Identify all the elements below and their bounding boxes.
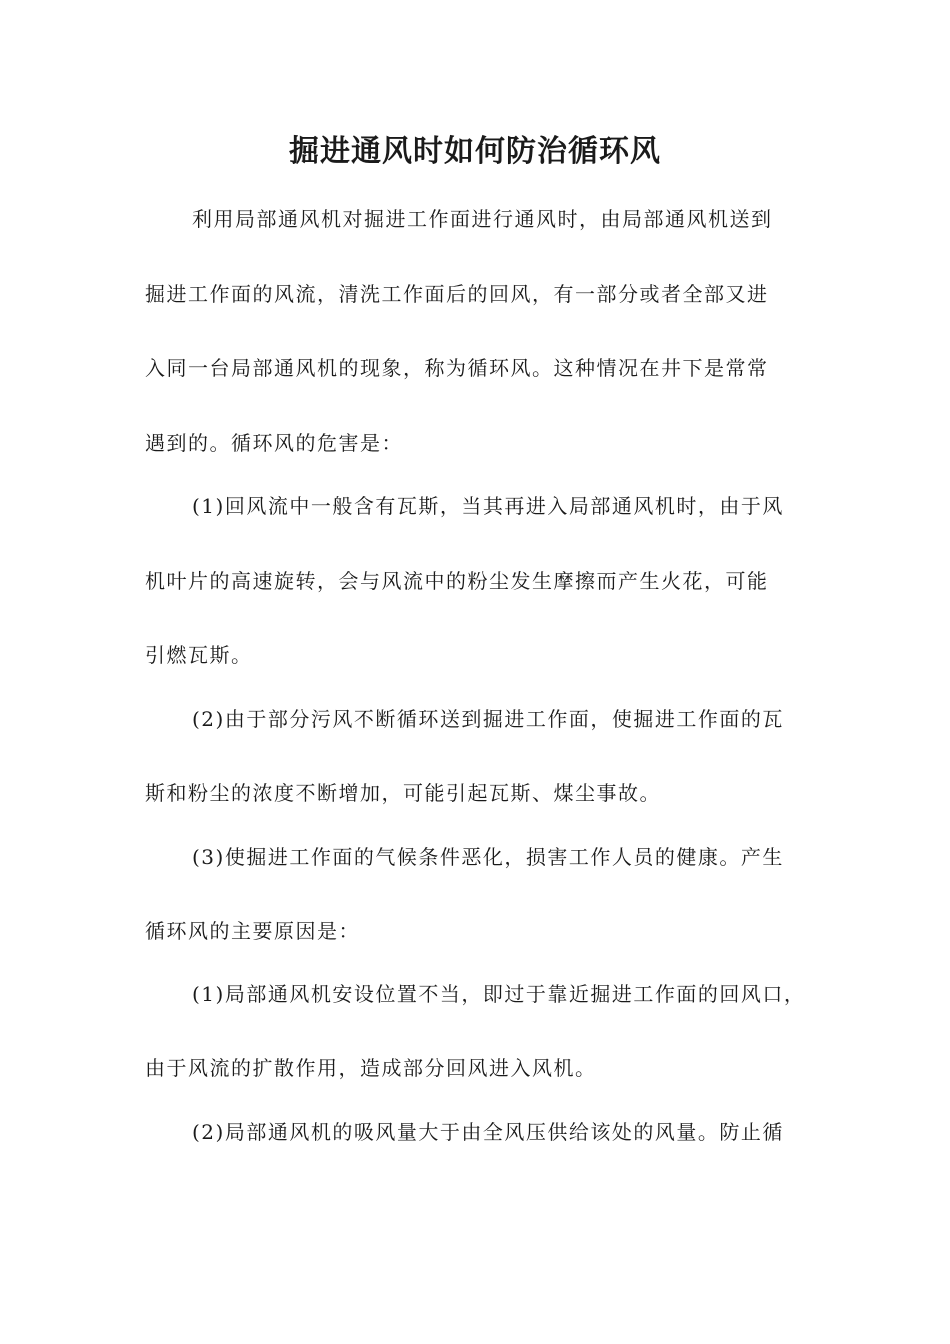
paragraph-line: (1)回风流中一般含有瓦斯，当其再进入局部通风机时，由于风 bbox=[192, 494, 784, 518]
paragraph-line: (1)局部通风机安设位置不当，即过于靠近掘进工作面的回风口， bbox=[192, 982, 806, 1006]
paragraph-line: 斯和粉尘的浓度不断增加，可能引起瓦斯、煤尘事故。 bbox=[145, 781, 661, 805]
paragraph-line: 循环风的主要原因是： bbox=[145, 919, 360, 943]
paragraph-line: 由于风流的扩散作用，造成部分回风进入风机。 bbox=[145, 1056, 597, 1080]
paragraph-line: (2)由于部分污风不断循环送到掘进工作面，使掘进工作面的瓦 bbox=[192, 707, 784, 731]
paragraph-line: 引燃瓦斯。 bbox=[145, 643, 253, 667]
paragraph-line: 入同一台局部通风机的现象，称为循环风。这种情况在井下是常常 bbox=[145, 356, 769, 380]
paragraph-line: 利用局部通风机对掘进工作面进行通风时，由局部通风机送到 bbox=[192, 207, 773, 231]
paragraph-line: (3)使掘进工作面的气候条件恶化，损害工作人员的健康。产生 bbox=[192, 845, 784, 869]
paragraph-line: 掘进工作面的风流，清洗工作面后的回风，有一部分或者全部又进 bbox=[145, 282, 769, 306]
paragraph-line: (2)局部通风机的吸风量大于由全风压供给该处的风量。防止循 bbox=[192, 1120, 784, 1144]
document-title: 掘进通风时如何防治循环风 bbox=[289, 134, 661, 169]
paragraph-line: 机叶片的高速旋转，会与风流中的粉尘发生摩擦而产生火花，可能 bbox=[145, 569, 769, 593]
paragraph-line: 遇到的。循环风的危害是： bbox=[145, 431, 403, 455]
